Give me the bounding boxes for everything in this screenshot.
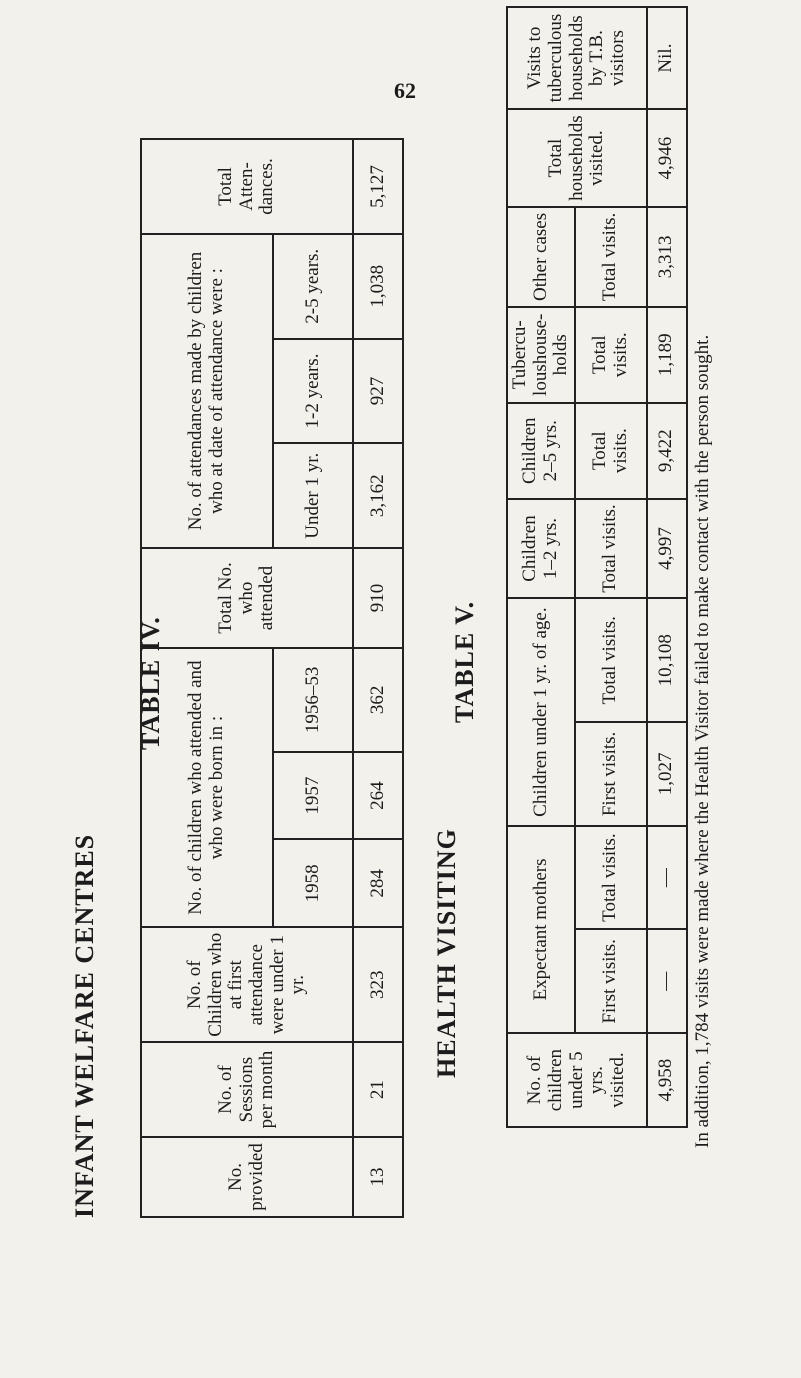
value-born-1958: 284 — [353, 839, 403, 927]
table5-heading: TABLE V. — [450, 600, 479, 723]
value-expectant-first: — — [647, 929, 687, 1033]
page-number: 62 — [394, 78, 416, 103]
value-tb-visits: Nil. — [647, 7, 687, 109]
header-children-2-5: Children 2–5 yrs. — [507, 403, 575, 499]
header-under-1-first: No. of Children who at first attendance were under 1 yr. — [141, 927, 353, 1042]
value-born-1956-53: 362 — [353, 648, 403, 752]
value-total-attended: 910 — [353, 548, 403, 648]
value-under-1yr: 3,162 — [353, 443, 403, 548]
header-age-1-2: 1-2 years. — [273, 339, 353, 444]
value-other-cases: 3,313 — [647, 207, 687, 307]
value-under-1-first: 1,027 — [647, 722, 687, 826]
value-age-1-2: 927 — [353, 339, 403, 444]
value-total-households: 4,946 — [647, 109, 687, 207]
value-total-attendances: 5,127 — [353, 139, 403, 234]
header-tuberculous-total: Total visits. — [575, 307, 647, 403]
header-born-1958: 1958 — [273, 839, 353, 927]
header-total-attendances: Total Atten- dances. — [141, 139, 353, 234]
header-no-provided: No. provided — [141, 1137, 353, 1217]
value-under-1-first: 323 — [353, 927, 403, 1042]
header-other-total: Total visits. — [575, 207, 647, 307]
header-attend-group: No. of attendances made by children who at date of attendance were : — [141, 234, 273, 548]
value-expectant-total: — — [647, 826, 687, 930]
value-children-under-5: 4,958 — [647, 1033, 687, 1127]
header-children-under-5: No. of children under 5 yrs. visited. — [507, 1033, 647, 1127]
header-1-2-total: Total visits. — [575, 499, 647, 599]
table4-infant-welfare — [140, 138, 404, 1218]
header-born-1956-53: 1956–53 — [273, 648, 353, 752]
header-age-2-5: 2-5 years. — [273, 234, 353, 339]
value-children-1-2: 4,997 — [647, 499, 687, 599]
header-tb-visits: Visits to tuberculous households by T.B. visitors — [507, 7, 647, 109]
header-expectant-group: Expectant mothers — [507, 826, 575, 1033]
table5-title: HEALTH VISITING — [432, 828, 461, 1078]
header-expectant-first: First visits. — [575, 929, 647, 1033]
value-under-1-total: 10,108 — [647, 598, 687, 722]
header-total-households: Total households visited. — [507, 109, 647, 207]
value-born-1957: 264 — [353, 752, 403, 840]
header-under-1-first: First visits. — [575, 722, 647, 826]
header-sessions: No. of Sessions per month — [141, 1042, 353, 1137]
header-under-1yr: Under 1 yr. — [273, 443, 353, 548]
header-children-1-2: Children 1–2 yrs. — [507, 499, 575, 599]
footnote: In addition, 1,784 visits were made where the Health Visitor failed to make contact with the person sought. — [692, 334, 713, 1148]
header-total-attended: Total No. who attended — [141, 548, 353, 648]
value-age-2-5: 1,038 — [353, 234, 403, 339]
table4-heading: TABLE IV. — [136, 616, 165, 750]
header-under-1-total: Total visits. — [575, 598, 647, 722]
header-under-1-group: Children under 1 yr. of age. — [507, 598, 575, 825]
table4-title: INFANT WELFARE CENTRES — [70, 833, 99, 1218]
value-children-2-5: 9,422 — [647, 403, 687, 499]
header-2-5-total: Total visits. — [575, 403, 647, 499]
header-other-cases: Other cases — [507, 207, 575, 307]
table5-health-visiting — [506, 6, 688, 1128]
header-expectant-total: Total visits. — [575, 826, 647, 930]
value-sessions: 21 — [353, 1042, 403, 1137]
header-born-1957: 1957 — [273, 752, 353, 840]
value-tuberculous: 1,189 — [647, 307, 687, 403]
value-no-provided: 13 — [353, 1137, 403, 1217]
header-born-group: No. of children who attended and who were born in : — [141, 648, 273, 927]
header-tuberculous: Tubercu- loushouse- holds — [507, 307, 575, 403]
